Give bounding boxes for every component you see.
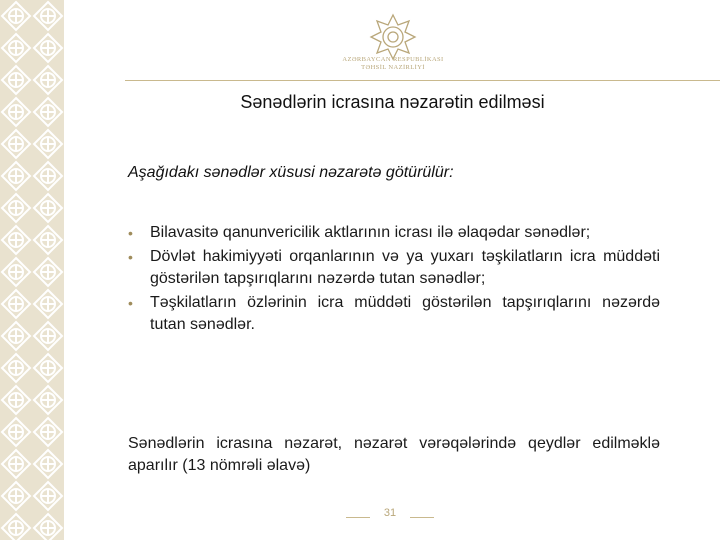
page-number: 31: [383, 507, 397, 519]
slide-title: Sənədlərin icrasına nəzarətin edilməsi: [240, 92, 545, 112]
ministry-name: [330, 56, 456, 72]
ministry-name-line1: AZƏRBAYCAN RESPUBLİKASI: [342, 56, 444, 63]
bullet-list: [128, 222, 660, 338]
bullet-text: Bilavasitə qanunvericilik aktlarının icrası ilə əlaqədar sənədlər;: [150, 224, 591, 241]
list-item: [128, 246, 660, 290]
bullet-text: Dövlət hakimiyyəti orqanlarının və ya yuxarı təşkilatların icra müddəti göstərilən tapşırıqlarını nəzərdə tutan sənədlər;: [150, 248, 660, 287]
ministry-name-line2: TƏHSİL NAZİRLİYİ: [361, 64, 425, 71]
list-item: [128, 222, 660, 244]
bullet-icon: •: [128, 295, 133, 311]
ministry-emblem-icon: [368, 12, 418, 62]
slide-subtitle: Aşağıdakı sənədlər xüsusi nəzarətə götürülür:: [128, 164, 454, 181]
header-divider: [125, 80, 720, 81]
bullet-icon: •: [128, 249, 133, 265]
slide-note: Sənədlərin icrasına nəzarət, nəzarət vərəqələrində qeydlər edilməklə aparılır (13 nömrəli əlavə): [128, 435, 660, 474]
list-item: [128, 292, 660, 336]
bullet-text: Təşkilatların özlərinin icra müddəti göstərilən tapşırıqlarını nəzərdə tutan sənədlər.: [150, 294, 660, 333]
footer-line-right: [410, 517, 434, 518]
bullet-icon: •: [128, 225, 133, 241]
footer-line-left: [346, 517, 370, 518]
decorative-ornament-border: [0, 0, 64, 540]
